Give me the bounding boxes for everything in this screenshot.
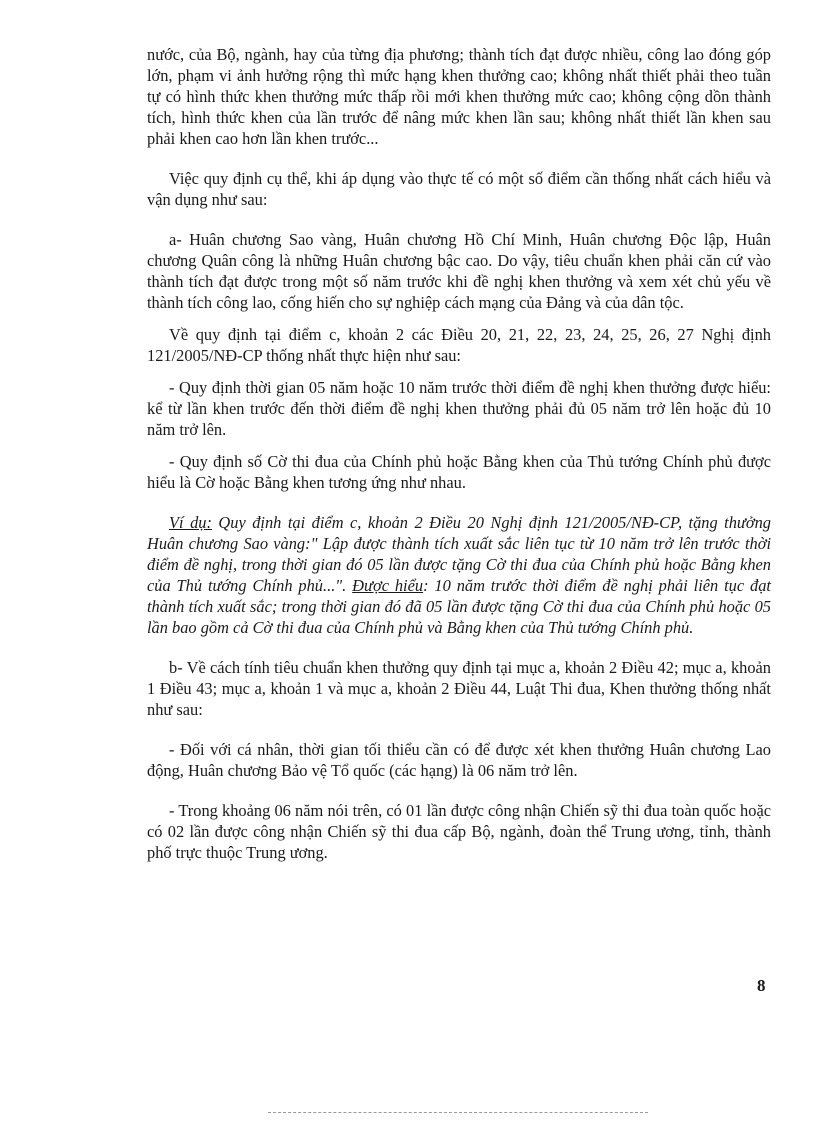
example-label: Ví dụ: — [169, 513, 212, 532]
document-body — [147, 44, 771, 863]
paragraph-section-a: a- Huân chương Sao vàng, Huân chương Hồ Chí Minh, Huân chương Độc lập, Huân chương Quân công là những Huân chương bậc cao. Do vậy, tiêu chuẩn khen phải căn cứ vào thành tích đạt được trong một số năm trước khi đề nghị khen thưởng và xem xét chủ yếu về thành tích công lao, cống hiến cho sự nghiệp cách mạng của Đảng và của dân tộc. — [147, 230, 771, 312]
paragraph-flag-rule: - Quy định số Cờ thi đua của Chính phủ hoặc Bằng khen của Thủ tướng Chính phủ được hiểu là Cờ hoặc Bằng khen tương ứng như nhau. — [147, 452, 771, 492]
paragraph-intro: Việc quy định cụ thể, khi áp dụng vào thực tế có một số điểm cần thống nhất cách hiểu và vận dụng như sau: — [147, 169, 771, 209]
understood-text: : 10 năm trước thời điểm đề nghị phải liên tục đạt thành tích xuất sắc; trong thời gian đó đã 05 lần được tặng Cờ thi đua của Chính phủ hoặc 05 lần bao gồm cả Cờ thi đua của Chính phủ và Bằng khen của Thủ tướng Chính phủ. — [147, 576, 771, 637]
paragraph-continuation: nước, của Bộ, ngành, hay của từng địa phương; thành tích đạt được nhiều, công lao đóng góp lớn, phạm vi ảnh hưởng rộng thì mức hạng khen thưởng cao; không nhất thiết phải theo tuần tự có hình thức khen thưởng mức thấp rồi mới khen thưởng mức cao; không cộng dồn thành tích, hình thức khen của lần trước để nâng mức khen lần sau; không nhất thiết lần khen sau phải khen cao hơn lần khen trước... — [147, 45, 771, 148]
paragraph-time-rule: - Quy định thời gian 05 năm hoặc 10 năm trước thời điểm đề nghị khen thưởng được hiểu: kể từ lần khen trước đến thời điểm đề nghị khen thưởng phải đủ 05 năm trở lên hoặc đủ 10 năm trở lên. — [147, 378, 771, 439]
page-number: 8 — [757, 976, 766, 995]
example-text: Quy định tại điểm c, khoản 2 Điều 20 Nghị định 121/2005/NĐ-CP, tặng thưởng Huân chương Sao vàng:" Lập được thành tích xuất sắc liên tục từ 10 năm trở lên trước thời điểm đề nghị, trong thời gian đó 05 lần được tặng Cờ thi đua của Chính phủ hoặc Bằng khen của Thủ tướng Chính phủ...". — [147, 513, 772, 595]
paragraph-emulation: - Trong khoảng 06 năm nói trên, có 01 lần được công nhận Chiến sỹ thi đua toàn quốc hoặc có 02 lần được công nhận Chiến sỹ thi đua cấp Bộ, ngành, đoàn thể Trung ương, tỉnh, thành phố trực thuộc Trung ương. — [147, 801, 771, 862]
paragraph-section-b: b- Về cách tính tiêu chuẩn khen thưởng quy định tại mục a, khoản 2 Điều 42; mục a, khoản 1 Điều 43; mục a, khoản 1 và mục a, khoản 2 Điều 44, Luật Thi đua, Khen thưởng thống nhất như sau: — [147, 658, 771, 719]
paragraph-example — [147, 512, 771, 638]
paragraph-individual: - Đối với cá nhân, thời gian tối thiểu cần có để được xét khen thưởng Huân chương Lao động, Huân chương Bảo vệ Tổ quốc (các hạng) là 06 năm trở lên. — [147, 740, 771, 780]
paragraph-regulation: Về quy định tại điểm c, khoản 2 các Điều 20, 21, 22, 23, 24, 25, 26, 27 Nghị định 121/2005/NĐ-CP thống nhất thực hiện như sau: — [147, 325, 771, 365]
understood-label: Được hiểu — [352, 576, 424, 595]
footer-rule — [268, 1112, 648, 1113]
